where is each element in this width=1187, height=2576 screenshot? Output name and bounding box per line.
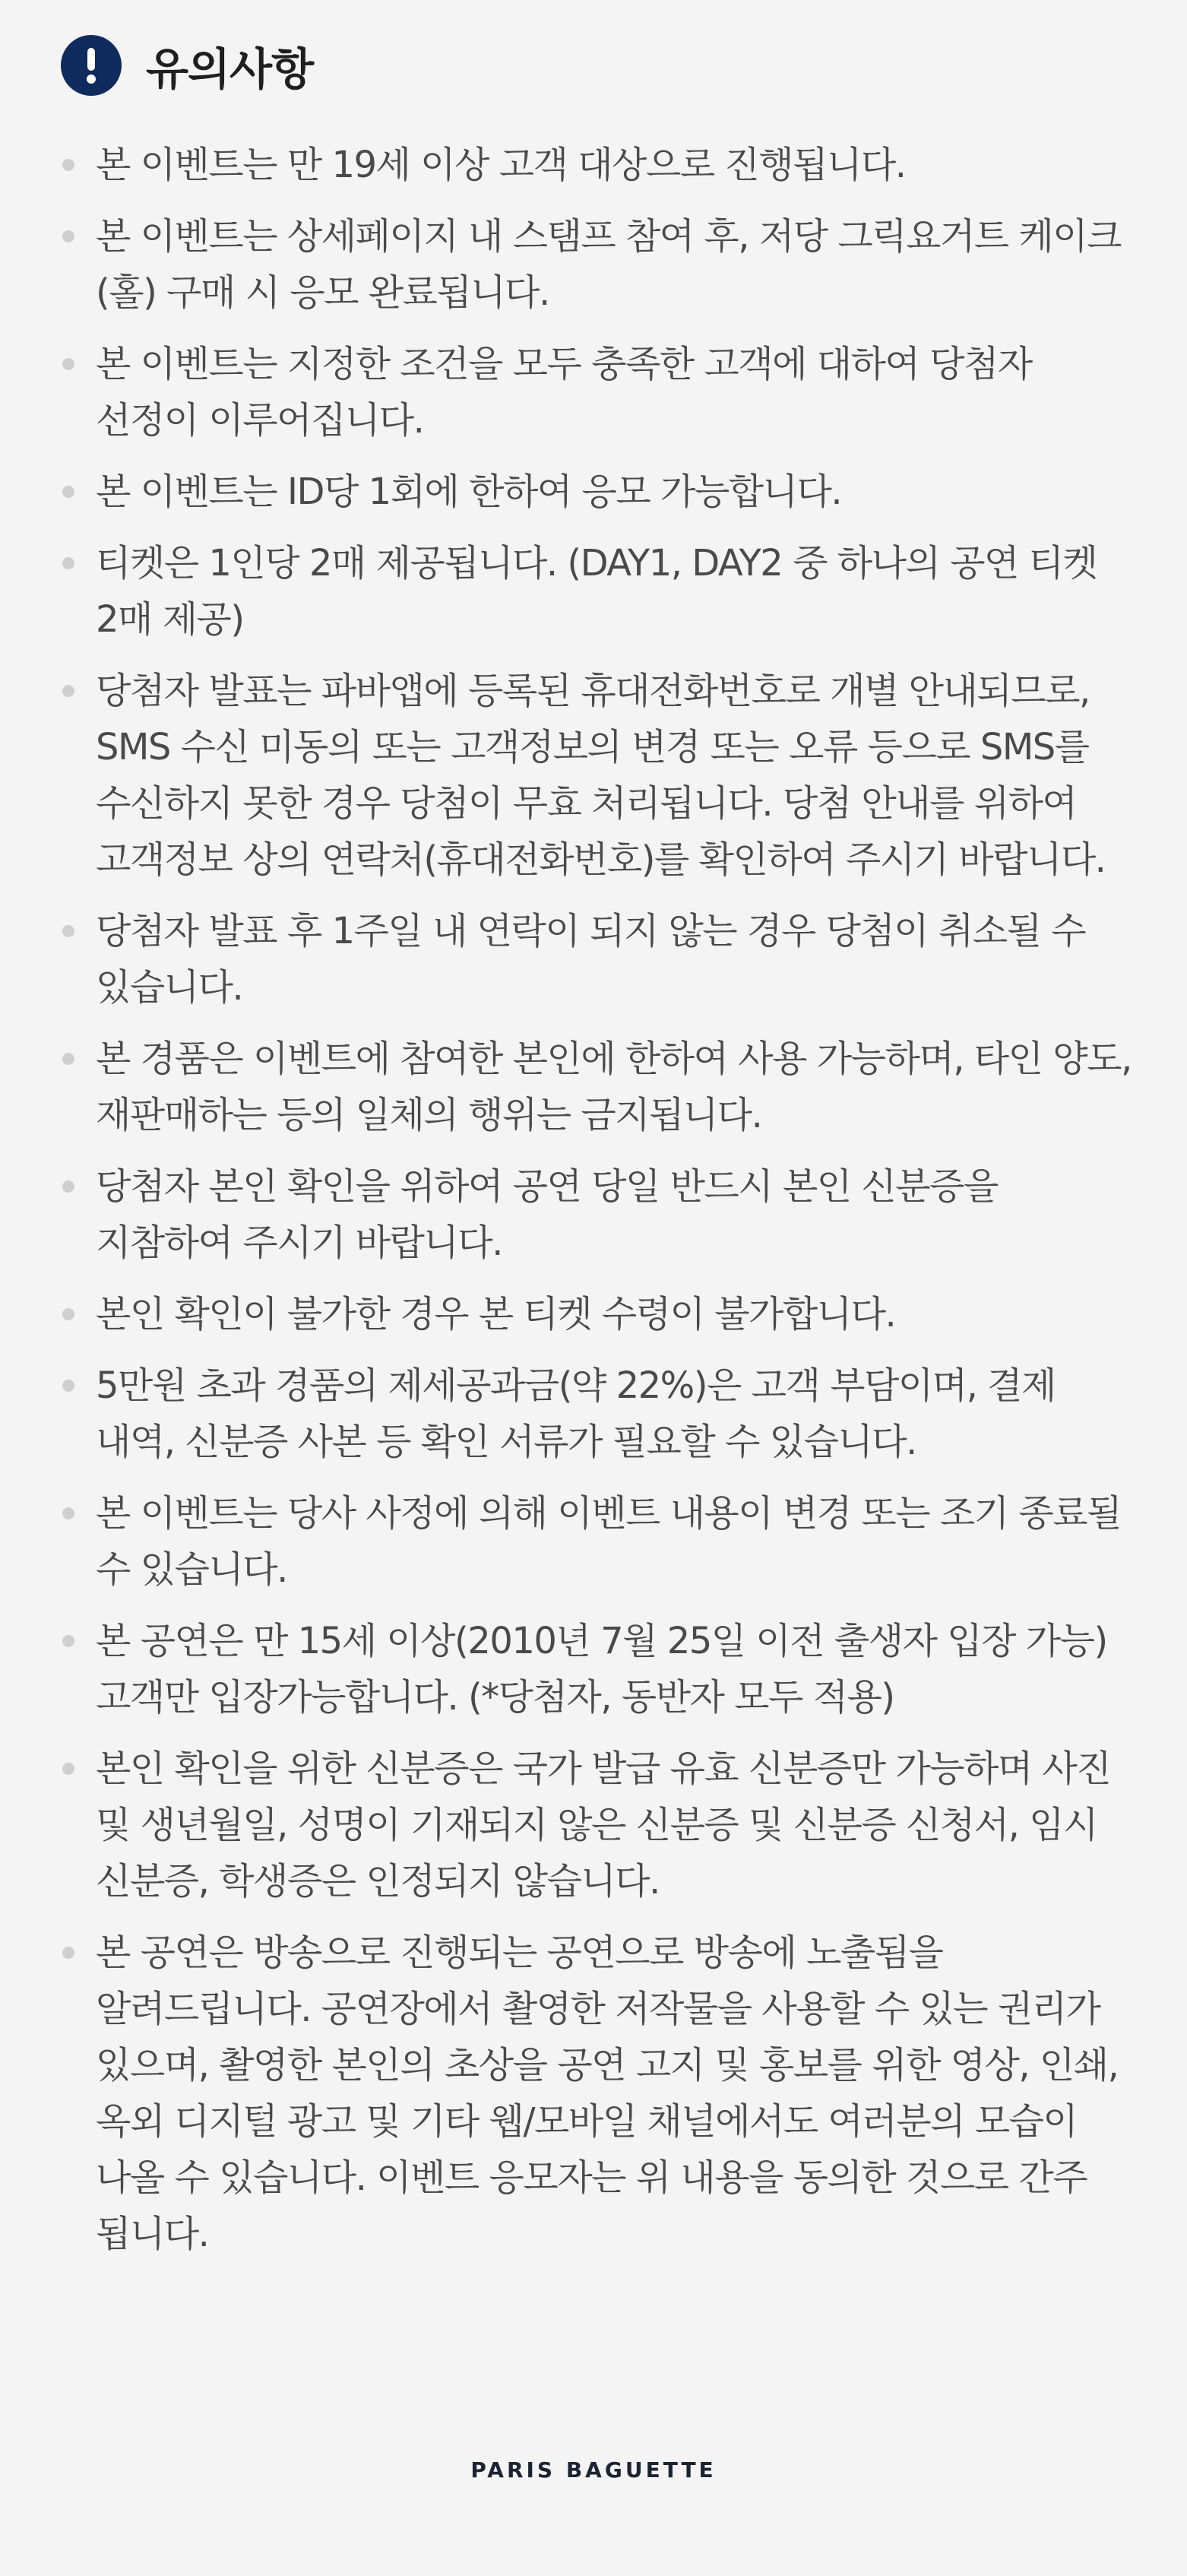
bullet-dot-icon bbox=[62, 1308, 74, 1320]
notice-item-text: 본인 확인을 위한 신분증은 국가 발급 유효 신분증만 가능하며 사진 및 생년월일, 성명이 기재되지 않은 신분증 및 신분증 신청서, 임시 신분증, 학생증은 인정되지 않습니다. bbox=[96, 1747, 1111, 1903]
exclamation-circle-icon bbox=[61, 35, 122, 96]
bullet-dot-icon bbox=[62, 230, 74, 242]
bullet-dot-icon bbox=[62, 1053, 74, 1065]
notice-item bbox=[61, 1031, 1140, 1143]
bullet-dot-icon bbox=[62, 1947, 74, 1959]
bullet-dot-icon bbox=[62, 557, 74, 569]
notice-item bbox=[61, 137, 1140, 193]
notice-item bbox=[61, 208, 1140, 321]
notice-item-text: 당첨자 본인 확인을 위하여 공연 당일 반드시 본인 신분증을 지참하여 주시기 바랍니다. bbox=[96, 1165, 998, 1264]
bullet-dot-icon bbox=[62, 685, 74, 697]
notice-item-text: 티켓은 1인당 2매 제공됩니다. (DAY1, DAY2 중 하나의 공연 티켓 2매 제공) bbox=[96, 542, 1097, 641]
notice-item bbox=[61, 1358, 1140, 1470]
bullet-dot-icon bbox=[62, 1763, 74, 1775]
notice-item bbox=[61, 1286, 1140, 1342]
notice-list bbox=[61, 137, 1140, 2277]
notice-item-text: 본 경품은 이벤트에 참여한 본인에 한하여 사용 가능하며, 타인 양도, 재판매하는 등의 일체의 행위는 금지됩니다. bbox=[96, 1038, 1132, 1136]
bullet-dot-icon bbox=[62, 1635, 74, 1647]
bullet-dot-icon bbox=[62, 925, 74, 937]
notice-item bbox=[61, 1925, 1140, 2262]
bullet-dot-icon bbox=[62, 159, 74, 171]
notice-item-text: 5만원 초과 경품의 제세공과금(약 22%)은 고객 부담이며, 결제 내역, 신분증 사본 등 확인 서류가 필요할 수 있습니다. bbox=[96, 1364, 1056, 1463]
brand-logo-text: PARIS BAGUETTE bbox=[470, 2457, 717, 2483]
bullet-dot-icon bbox=[62, 358, 74, 370]
notice-item bbox=[61, 535, 1140, 648]
bullet-dot-icon bbox=[62, 1507, 74, 1519]
notice-item bbox=[61, 1741, 1140, 1909]
notice-item bbox=[61, 1485, 1140, 1598]
notice-item bbox=[61, 663, 1140, 888]
notice-item-text: 본 이벤트는 ID당 1회에 한하여 응모 가능합니다. bbox=[96, 471, 842, 513]
notice-item-text: 본 공연은 만 15세 이상(2010년 7월 25일 이전 출생자 입장 가능) 고객만 입장가능합니다. (*당첨자, 동반자 모두 적용) bbox=[96, 1620, 1107, 1719]
notice-item bbox=[61, 464, 1140, 520]
bullet-dot-icon bbox=[62, 1380, 74, 1392]
notice-item-text: 본 공연은 방송으로 진행되는 공연으로 방송에 노출됨을 알려드립니다. 공연장에서 촬영한 저작물을 사용할 수 있는 권리가 있으며, 촬영한 본인의 초상을 공연 고지 및 홍보를 위한 영상, 인쇄, 옥외 디지털 광고 및 기타 웹/모바일 채널에서도 여러분의 모습이 나올 수 있습니다. 이벤트 응모자는 위 내용을 동의한 것으로 간주 됩니다. bbox=[96, 1931, 1119, 2255]
notice-item-text: 당첨자 발표는 파바앱에 등록된 휴대전화번호로 개별 안내되므로, SMS 수신 미동의 또는 고객정보의 변경 또는 오류 등으로 SMS를 수신하지 못한 경우 당첨이 무효 처리됩니다. 당첨 안내를 위하여 고객정보 상의 연락처(휴대전화번호)를 확인하여 주시기 바랍니다. bbox=[96, 670, 1106, 881]
notice-item-text: 본인 확인이 불가한 경우 본 티켓 수령이 불가합니다. bbox=[96, 1293, 896, 1336]
notice-item-text: 본 이벤트는 지정한 조건을 모두 충족한 고객에 대하여 당첨자 선정이 이루어집니다. bbox=[96, 343, 1032, 442]
notice-item bbox=[61, 1158, 1140, 1271]
notice-item bbox=[61, 336, 1140, 448]
notice-item-text: 당첨자 발표 후 1주일 내 연락이 되지 않는 경우 당첨이 취소될 수 있습니다. bbox=[96, 910, 1086, 1009]
notice-item-text: 본 이벤트는 당사 사정에 의해 이벤트 내용이 변경 또는 조기 종료될 수 있습니다. bbox=[96, 1492, 1122, 1591]
bullet-dot-icon bbox=[62, 1180, 74, 1193]
bullet-dot-icon bbox=[62, 486, 74, 498]
notice-item bbox=[61, 1613, 1140, 1725]
notice-item-text: 본 이벤트는 만 19세 이상 고객 대상으로 진행됩니다. bbox=[96, 144, 906, 186]
notice-title: 유의사항 bbox=[146, 43, 314, 95]
notice-item bbox=[61, 903, 1140, 1016]
notice-item-text: 본 이벤트는 상세페이지 내 스탬프 참여 후, 저당 그릭요거트 케이크(홀) 구매 시 응모 완료됩니다. bbox=[96, 215, 1122, 314]
notice-header bbox=[61, 35, 313, 96]
